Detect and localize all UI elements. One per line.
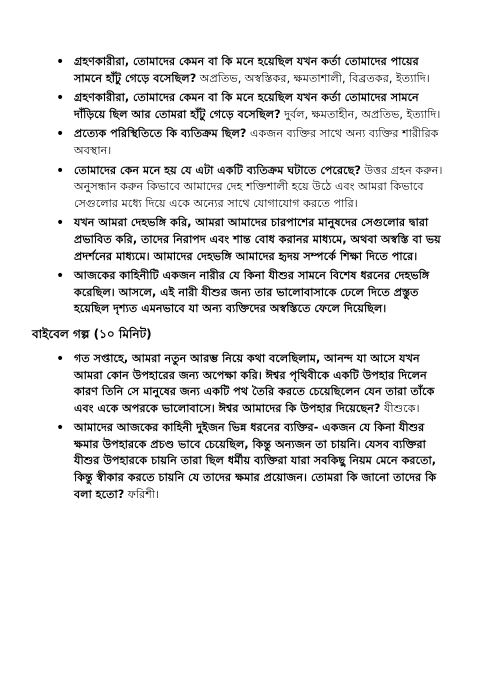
list-item [56,126,447,159]
answer-text: একজন ব্যক্তির সাথে অন্য ব্যক্তির শারীরিক অবস্থান। [74,127,439,157]
list-item [56,90,447,123]
list-item [56,351,447,417]
bible-story-list [56,351,447,503]
answer-text: যীশুকে। [383,401,420,415]
list-item [56,163,447,213]
section-heading: বাইবেল গল্প (১০ মিনিট) [32,326,152,341]
statement-text: আজকের কাহিনীটি একজন নারীর যে কিনা যীশুর সামনে বিশেষ ধরনের দেহভঙ্গি করেছিল। আসলে, এই নারী যীশুর জন্য তার ভালোবাসাকে ঢেলে দিতে প্রস্তুত হয়েছিল দৃশ্যত এমনভাবে যা অন্য ব্যক্তিদের অস্বস্তিতে ফেলে দিয়েছিল। [74,269,430,316]
question-text: গ্রহণকারীরা, তোমাদের কেমন বা কি মনে হয়েছিল যখন কর্তা তোমাদের সামনে দাঁড়িয়ে ছিল আর তোমরা হাঁটু গেড়ে বসেছিল? [74,91,419,121]
answer-text: উত্তর গ্রহন করুন। অনুসন্ধান করুন কিভাবে আমাদের দেহ শক্তিশালী হয়ে উঠে এবং আমরা কিভাবে সেগুলোর মধ্যে দিয়ে একে অন্যের সাথে যোগাযোগ করতে পারি। [74,163,443,210]
discussion-list [56,54,447,318]
answer-text: ফরিশী। [127,487,160,501]
question-text: গ্রহণকারীরা, তোমাদের কেমন বা কি মনে হয়েছিল যখন কর্তা তোমাদের পায়ের সামনে হাঁটু গেড়ে বসেছিল? [74,55,419,85]
answer-text: অপ্রতিভ, অস্বস্তিকর, ক্ষমতাশালী, বিব্রতকর, ইত্যাদি। [199,71,430,85]
question-text: প্রত্যেক পরিস্থিতিতে কি ব্যতিক্রম ছিল? [74,127,247,141]
list-item [56,268,447,318]
list-item [56,215,447,265]
statement-text: যখন আমরা দেহভঙ্গি করি, আমরা আমাদের চারপাশের মানুষদের সেগুলোর দ্বারা প্রভাবিত করি, তাদের নিরাপদ এবং শান্ত বোধ করানর মাধ্যমে, অথবা অস্বস্তি বা ভয় প্রদর্শনের মাধ্যমে। আমাদের দেহভঙ্গি আমাদের হৃদয় সম্পর্কে শিক্ষা দিতে পারে। [74,216,441,263]
question-text: আমাদের আজকের কাহিনী দুইজন ভিন্ন ধরনের ব্যক্তির- একজন যে কিনা যীশুর ক্ষমার উপহারকে প্রচণ্ড ভাবে চেয়েছিল, কিন্তু অন্যজন তা চায়নি। যেসব ব্যক্তিরা যীশুর উপহারকে চায়নি তারা ছিল ধর্মীয় ব্যক্তিরা যারা সবকিছু নিয়ম মেনে করতো, কিন্তু স্বীকার করতে চায়নি যে তাদের ক্ষমার প্রয়োজন। তোমরা কি জানো তাদের কি বলা হতো? [74,421,437,501]
question-text: গত সপ্তাহে, আমরা নতুন আরম্ভ নিয়ে কথা বলেছিলাম, আনন্দ যা আসে যখন আমরা কোন উপহারের জন্য অপেক্ষা করি। ঈশ্বর পৃথিবীকে একটি উপহার দিলেন কারণ তিনি সে মানুষের জন্য একটি পথ তৈরি করতে চেয়েছিলেন যেন তারা তাঁকে এবং একে অপরকে ভালোবাসে। ঈশ্বর আমাদের কি উপহার দিয়েছেন? [74,351,435,415]
question-text: তোমাদের কেন মনে হয় যে এটা একটি ব্যতিক্রম ঘটাতে পেরেছে? [74,163,361,177]
answer-text: দুর্বল, ক্ষমতাহীন, অপ্রতিভ, ইত্যাদি। [284,107,441,121]
list-item [56,54,447,87]
list-item [56,420,447,503]
